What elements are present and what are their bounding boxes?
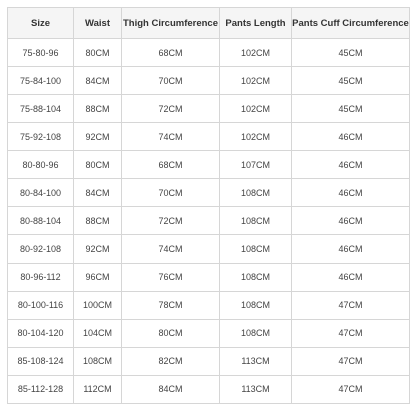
cell-cuff: 45CM — [292, 39, 410, 67]
cell-length: 107CM — [220, 151, 292, 179]
cell-size: 80-84-100 — [8, 179, 74, 207]
cell-cuff: 47CM — [292, 291, 410, 319]
cell-length: 108CM — [220, 179, 292, 207]
cell-waist: 80CM — [74, 151, 122, 179]
cell-length: 102CM — [220, 39, 292, 67]
cell-cuff: 47CM — [292, 375, 410, 403]
cell-size: 80-80-96 — [8, 151, 74, 179]
cell-cuff: 47CM — [292, 347, 410, 375]
cell-cuff: 45CM — [292, 67, 410, 95]
cell-thigh: 82CM — [122, 347, 220, 375]
header-pants-length: Pants Length — [220, 8, 292, 39]
cell-size: 80-88-104 — [8, 207, 74, 235]
cell-thigh: 78CM — [122, 291, 220, 319]
size-chart — [7, 7, 409, 404]
cell-waist: 100CM — [74, 291, 122, 319]
cell-length: 102CM — [220, 67, 292, 95]
table-row — [8, 151, 410, 179]
table-row — [8, 39, 410, 67]
cell-size: 75-84-100 — [8, 67, 74, 95]
cell-size: 85-108-124 — [8, 347, 74, 375]
cell-length: 108CM — [220, 319, 292, 347]
table-row — [8, 319, 410, 347]
cell-length: 102CM — [220, 123, 292, 151]
cell-length: 108CM — [220, 207, 292, 235]
cell-thigh: 80CM — [122, 319, 220, 347]
cell-size: 80-100-116 — [8, 291, 74, 319]
table-row — [8, 235, 410, 263]
cell-waist: 88CM — [74, 207, 122, 235]
cell-thigh: 74CM — [122, 123, 220, 151]
cell-thigh: 84CM — [122, 375, 220, 403]
cell-thigh: 70CM — [122, 67, 220, 95]
cell-waist: 108CM — [74, 347, 122, 375]
cell-length: 108CM — [220, 291, 292, 319]
cell-size: 80-92-108 — [8, 235, 74, 263]
cell-waist: 92CM — [74, 123, 122, 151]
cell-cuff: 46CM — [292, 179, 410, 207]
cell-waist: 92CM — [74, 235, 122, 263]
table-header-row — [8, 8, 410, 39]
table-row — [8, 291, 410, 319]
table-row — [8, 207, 410, 235]
cell-length: 113CM — [220, 375, 292, 403]
table-row — [8, 347, 410, 375]
header-size: Size — [8, 8, 74, 39]
header-waist: Waist — [74, 8, 122, 39]
cell-waist: 84CM — [74, 179, 122, 207]
table-row — [8, 123, 410, 151]
cell-waist: 88CM — [74, 95, 122, 123]
cell-cuff: 46CM — [292, 207, 410, 235]
cell-waist: 84CM — [74, 67, 122, 95]
cell-thigh: 74CM — [122, 235, 220, 263]
cell-size: 75-80-96 — [8, 39, 74, 67]
cell-cuff: 47CM — [292, 319, 410, 347]
table-row — [8, 179, 410, 207]
table-row — [8, 95, 410, 123]
cell-length: 113CM — [220, 347, 292, 375]
cell-thigh: 76CM — [122, 263, 220, 291]
cell-thigh: 68CM — [122, 39, 220, 67]
cell-size: 80-96-112 — [8, 263, 74, 291]
cell-thigh: 72CM — [122, 207, 220, 235]
cell-cuff: 46CM — [292, 263, 410, 291]
table-row — [8, 375, 410, 403]
cell-thigh: 70CM — [122, 179, 220, 207]
cell-cuff: 45CM — [292, 95, 410, 123]
cell-size: 85-112-128 — [8, 375, 74, 403]
cell-size: 75-88-104 — [8, 95, 74, 123]
cell-length: 108CM — [220, 263, 292, 291]
cell-size: 80-104-120 — [8, 319, 74, 347]
cell-cuff: 46CM — [292, 235, 410, 263]
cell-cuff: 46CM — [292, 123, 410, 151]
table-row — [8, 263, 410, 291]
cell-waist: 80CM — [74, 39, 122, 67]
cell-waist: 96CM — [74, 263, 122, 291]
cell-length: 108CM — [220, 235, 292, 263]
cell-waist: 104CM — [74, 319, 122, 347]
cell-thigh: 68CM — [122, 151, 220, 179]
cell-length: 102CM — [220, 95, 292, 123]
size-table — [7, 7, 410, 404]
header-pants-cuff-circumference: Pants Cuff Circumference — [292, 8, 410, 39]
cell-thigh: 72CM — [122, 95, 220, 123]
cell-size: 75-92-108 — [8, 123, 74, 151]
cell-cuff: 46CM — [292, 151, 410, 179]
table-row — [8, 67, 410, 95]
header-thigh-circumference: Thigh Circumference — [122, 8, 220, 39]
cell-waist: 112CM — [74, 375, 122, 403]
